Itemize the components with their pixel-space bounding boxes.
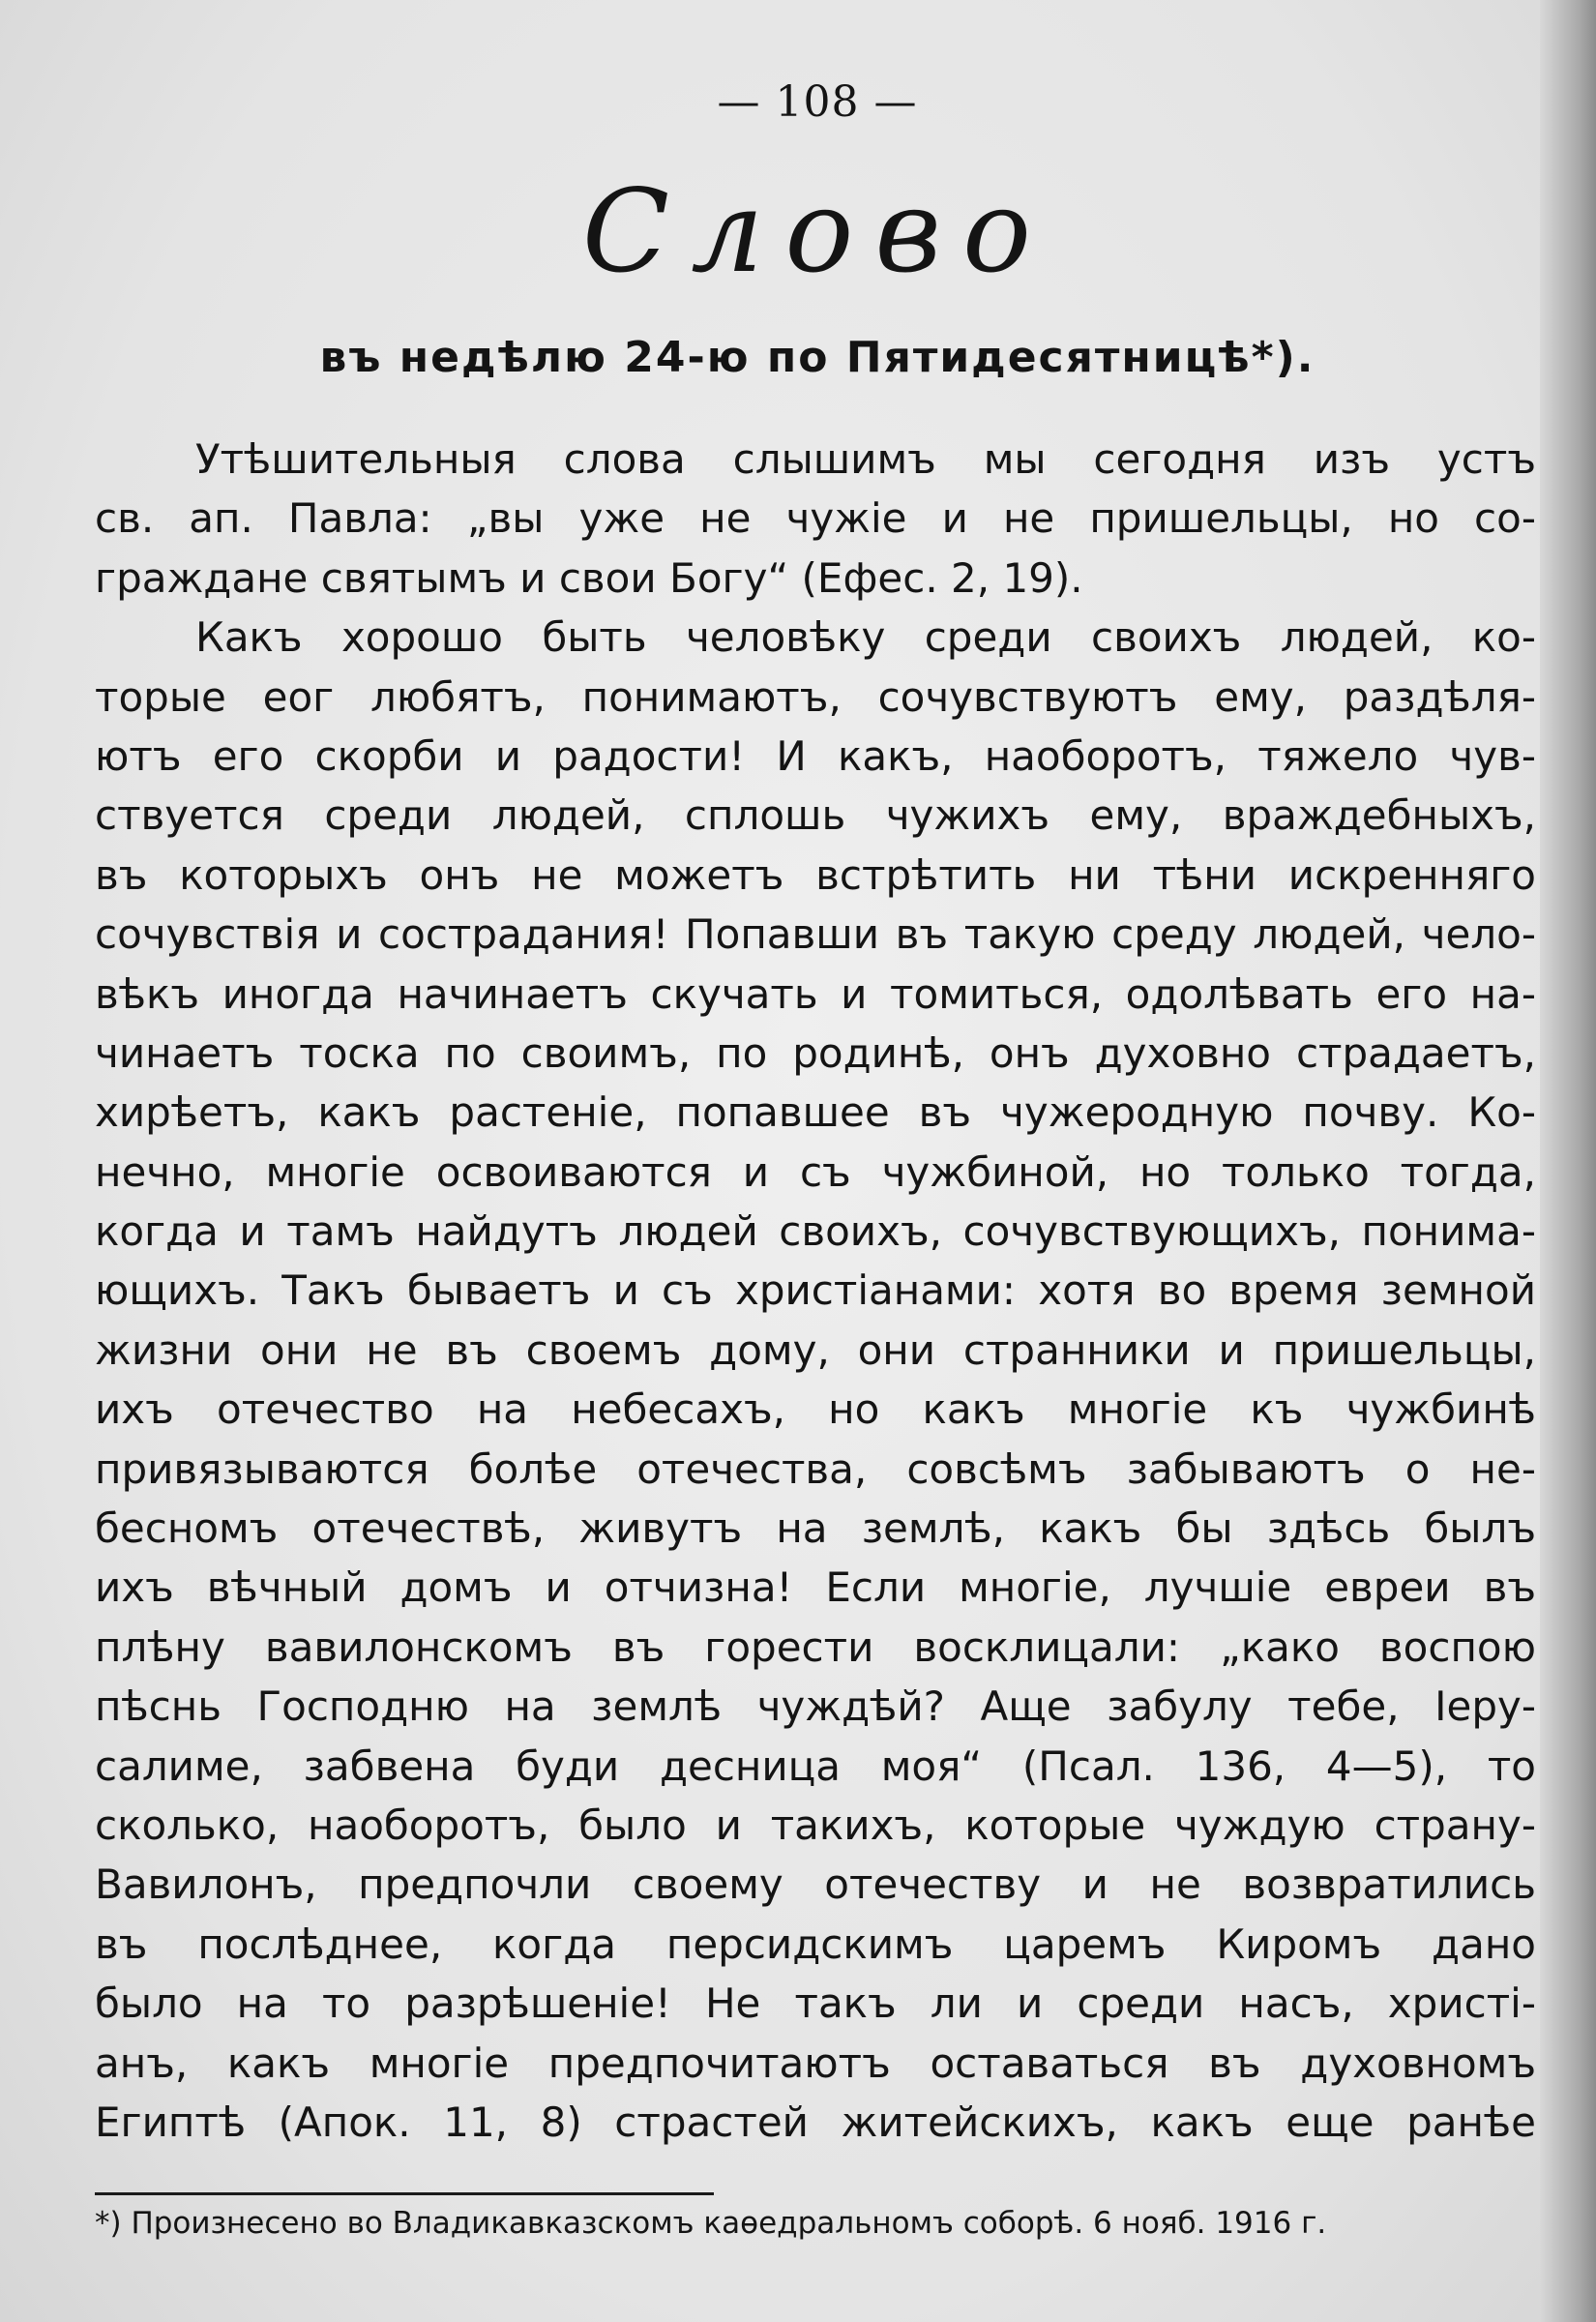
- text-line: св. ап. Павла: „вы уже не чужіе и не пришельцы, но со-: [95, 494, 1536, 543]
- text-line: было на то разрѣшеніе! Не такъ ли и среди насъ, христі-: [95, 1980, 1536, 2028]
- text-line: Утѣшительныя слова слышимъ мы сегодня изъ устъ: [195, 435, 1536, 483]
- text-line: въ которыхъ онъ не можетъ встрѣтить ни тѣни искренняго: [95, 850, 1536, 899]
- text-line: пѣснь Господню на землѣ чуждѣй? Аще забулу тебе, Іеру-: [95, 1682, 1536, 1731]
- text-line: плѣну вавилонскомъ въ горести восклицали: „како воспою: [95, 1622, 1536, 1671]
- text-line: въ послѣднее, когда персидскимъ царемъ Киромъ дано: [95, 1920, 1536, 1968]
- text-line: когда и тамъ найдутъ людей своихъ, сочувствующихъ, понима-: [95, 1207, 1536, 1256]
- text-line: ютъ его скорби и радости! И какъ, наоборотъ, тяжело чув-: [95, 731, 1536, 780]
- text-line: Какъ хорошо быть человѣку среди своихъ людей, ко-: [195, 613, 1536, 662]
- text-line: чинаетъ тоска по своимъ, по родинѣ, онъ духовно страдаетъ,: [95, 1028, 1536, 1077]
- text-line: торые еог любятъ, понимаютъ, сочувствуютъ ему, раздѣля-: [95, 672, 1536, 721]
- text-line: бесномъ отечествѣ, живутъ на землѣ, какъ бы здѣсь былъ: [95, 1504, 1536, 1553]
- text-line: нечно, многіе освоиваются и съ чужбиной, но только тогда,: [95, 1147, 1536, 1196]
- text-line: ющихъ. Такъ бываетъ и съ христіанами: хотя во время земной: [95, 1266, 1536, 1315]
- text-line: хирѣетъ, какъ растеніе, попавшее въ чужеродную почву. Ко-: [95, 1088, 1536, 1137]
- text-line: салиме, забвена буди десница моя“ (Псал. 136, 4—5), то: [95, 1742, 1536, 1790]
- page-subtitle: въ недѣлю 24-ю по Пятидесятницѣ*).: [319, 333, 1315, 382]
- text-line: вѣкъ иногда начинаетъ скучать и томиться, одолѣвать его на-: [95, 969, 1536, 1018]
- text-line: сколько, наоборотъ, было и такихъ, которые чуждую страну-: [95, 1801, 1536, 1849]
- text-line: ихъ отечество на небесахъ, но какъ многіе къ чужбинѣ: [95, 1385, 1536, 1434]
- page-number: — 108 —: [717, 77, 918, 127]
- text-line: граждане святымъ и свои Богу“ (Ефес. 2, 19).: [95, 553, 1083, 602]
- text-line: ихъ вѣчный домъ и отчизна! Если многіе, лучшіе евреи въ: [95, 1563, 1536, 1612]
- text-line: ствуется среди людей, сплошь чужихъ ему, враждебныхъ,: [95, 791, 1536, 840]
- text-line: привязываются болѣе отечества, совсѣмъ забываютъ о не-: [95, 1444, 1536, 1493]
- footnote: *) Произнесено во Владикавказскомъ каѳедральномъ соборѣ. 6 нояб. 1916 г.: [95, 2206, 1327, 2241]
- text-line: Египтѣ (Апок. 11, 8) страстей житейскихъ, какъ еще ранѣе: [95, 2098, 1536, 2146]
- text-line: анъ, какъ многіе предпочитаютъ оставаться въ духовномъ: [95, 2039, 1536, 2087]
- page-title: Слово: [581, 164, 1053, 298]
- footnote-rule: [95, 2192, 714, 2195]
- text-line: сочувствія и сострадания! Попавши въ такую среду людей, чело-: [95, 910, 1536, 959]
- sermon-text: [95, 430, 1536, 2152]
- text-line: Вавилонъ, предпочли своему отечеству и не возвратились: [95, 1861, 1536, 1909]
- text-line: жизни они не въ своемъ дому, они странники и пришельцы,: [95, 1325, 1536, 1374]
